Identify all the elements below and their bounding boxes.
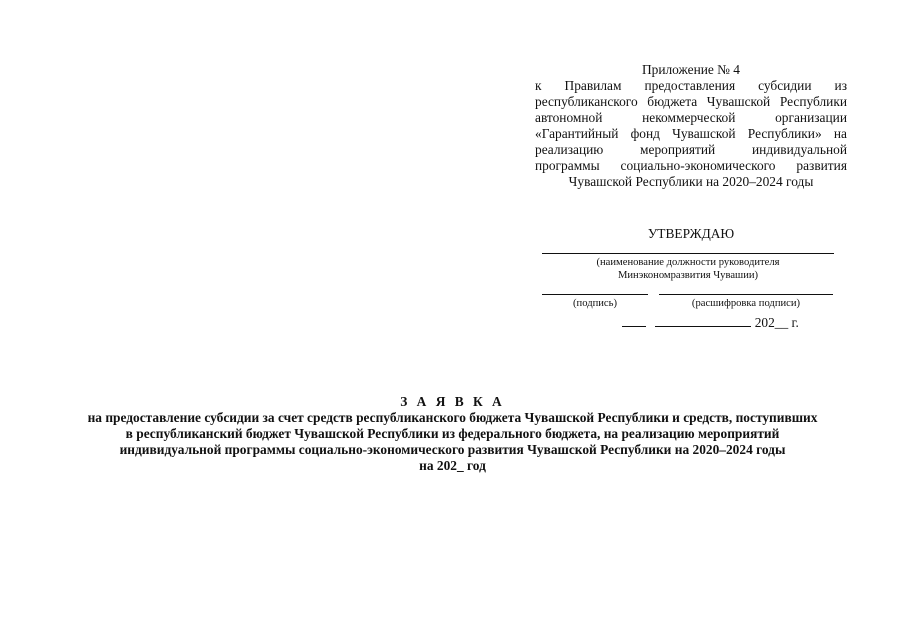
signature-line (542, 294, 648, 295)
signature-caption: (подпись) (573, 298, 617, 309)
position-caption-line-1: (наименование должности руководителя (596, 257, 780, 268)
position-line (542, 253, 834, 254)
approval-date (622, 314, 799, 331)
decoding-caption: (расшифровка подписи) (691, 298, 801, 309)
appendix-block (535, 62, 847, 190)
request-title: З А Я В К А (400, 394, 505, 409)
year-text: 202__ г. (754, 315, 799, 330)
day-blank (622, 314, 646, 327)
month-blank (655, 314, 751, 327)
request-line-3: индивидуальной программы социально-экономического развития Чувашской Республики на 2020–2024 годы (119, 442, 786, 457)
appendix-heading: Приложение № 4 (641, 62, 741, 77)
approve-title: УТВЕРЖДАЮ (647, 226, 735, 241)
position-caption (542, 256, 834, 282)
request-line-1: на предоставление субсидии за счет средств республиканского бюджета Чувашской Республики и средств, поступивших (87, 410, 818, 425)
request-line-4: на 202_ год (419, 458, 486, 473)
request-block (40, 394, 865, 474)
appendix-basis: к Правилам предоставления субсидии из республиканского бюджета Чувашской Республики автономной некоммерческой организации «Гарантийный фонд Чувашской Республики» на реализацию мероприятий индивидуальной программы социально-экономического развития Чувашской Республики на 2020–2024 годы (535, 78, 847, 189)
request-line-2: в республиканский бюджет Чувашской Республики из федерального бюджета, на реализацию мероприятий (125, 426, 780, 441)
position-caption-line-2: Минэкономразвития Чувашии) (617, 270, 759, 281)
decoding-line (659, 294, 833, 295)
